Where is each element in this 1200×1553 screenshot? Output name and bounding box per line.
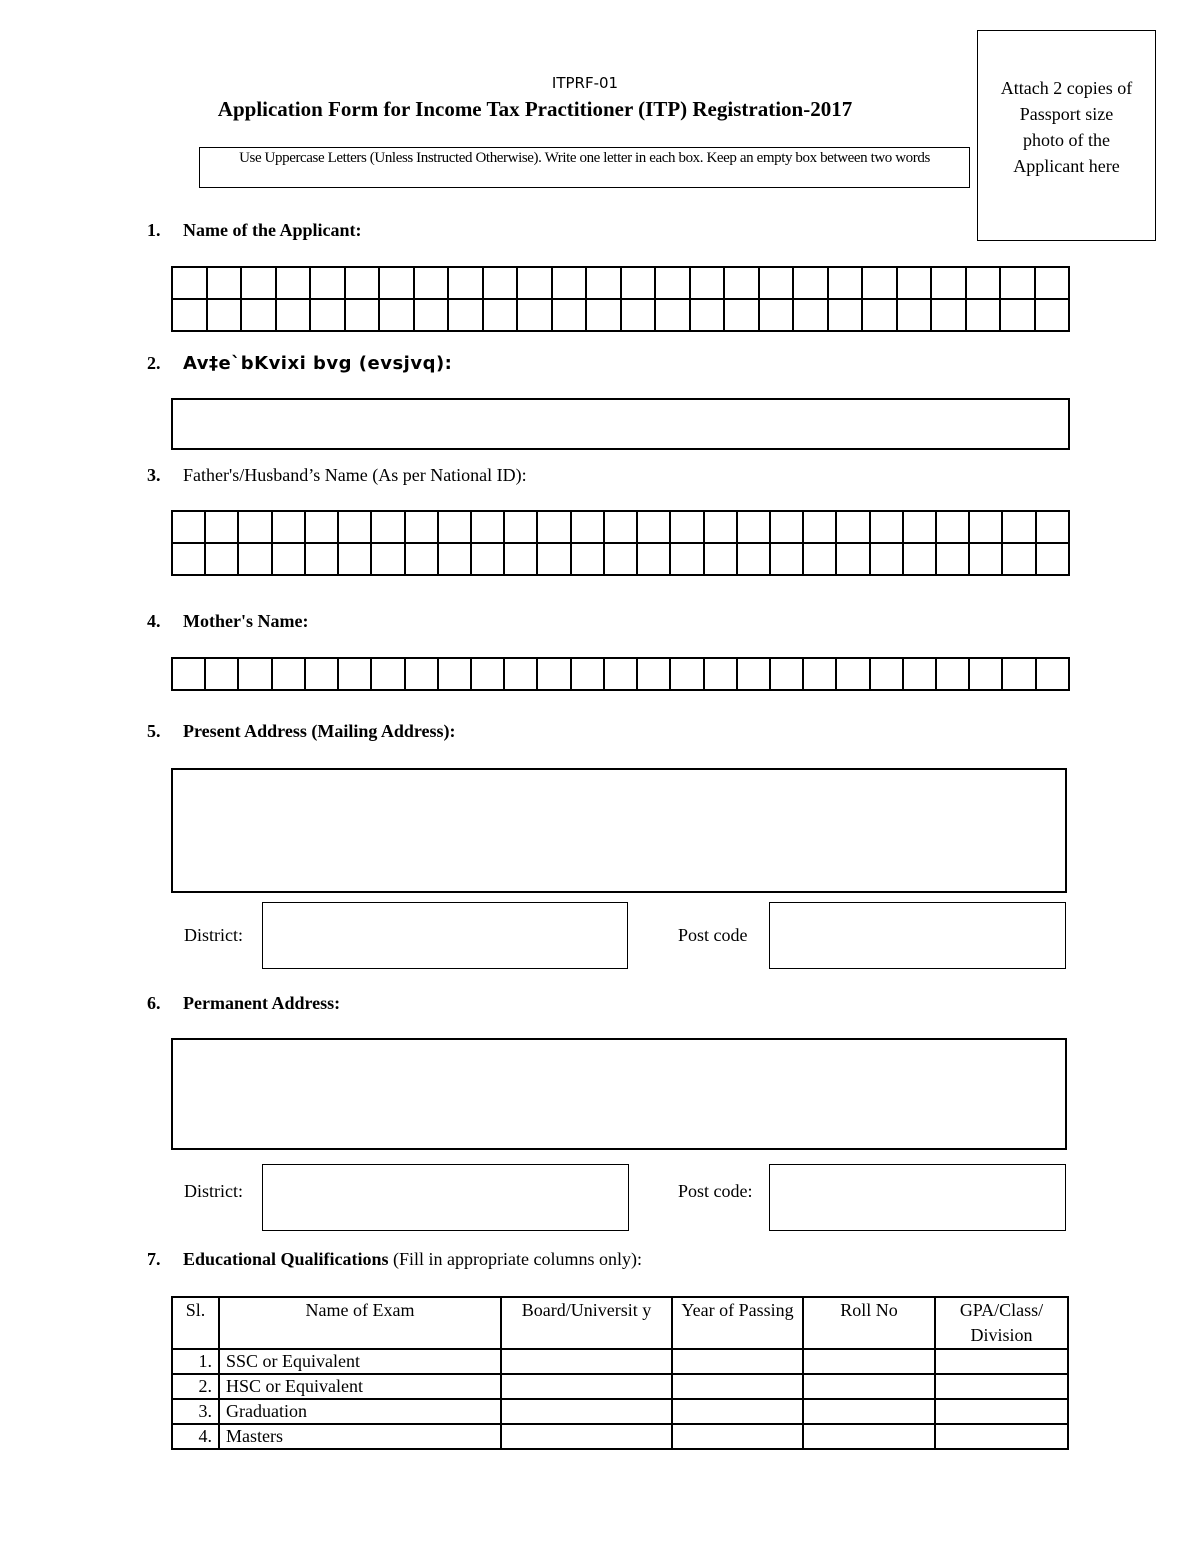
father-husband-name-grid[interactable]	[171, 510, 1070, 576]
letter-box[interactable]	[803, 511, 836, 543]
present-district-field[interactable]	[262, 902, 628, 969]
letter-box[interactable]	[931, 267, 966, 299]
letter-box[interactable]	[759, 267, 794, 299]
letter-box[interactable]	[571, 511, 604, 543]
letter-box[interactable]	[862, 267, 897, 299]
row-sl: 3.	[172, 1399, 219, 1424]
present-postcode-label: Post code	[678, 925, 748, 945]
letter-box[interactable]	[305, 658, 338, 690]
letter-box[interactable]	[1036, 511, 1069, 543]
letter-box[interactable]	[1035, 267, 1070, 299]
q6-label	[147, 993, 340, 1014]
letter-box[interactable]	[310, 267, 345, 299]
q7-label	[147, 1249, 642, 1270]
letter-box[interactable]	[759, 299, 794, 331]
year-cell[interactable]	[672, 1424, 803, 1449]
letter-box[interactable]	[1036, 658, 1069, 690]
letter-box-row	[172, 511, 1069, 543]
table-row	[172, 1424, 1068, 1449]
letter-box[interactable]	[483, 299, 518, 331]
form-title: Application Form for Income Tax Practitioner (ITP) Registration-2017	[217, 97, 853, 121]
letter-box[interactable]	[305, 511, 338, 543]
photo-line-1: Attach 2 copies of	[1000, 78, 1133, 98]
photo-line-2: Passport size	[1019, 104, 1114, 124]
header-gpa: GPA/Class/ Division	[935, 1297, 1068, 1349]
photo-attach-box	[977, 30, 1156, 241]
letter-box[interactable]	[836, 543, 869, 575]
letter-box[interactable]	[338, 543, 371, 575]
letter-box[interactable]	[571, 543, 604, 575]
q5-text: Present Address (Mailing Address):	[183, 721, 456, 741]
letter-box[interactable]	[897, 267, 932, 299]
year-cell[interactable]	[672, 1399, 803, 1424]
letter-box[interactable]	[621, 267, 656, 299]
present-address-field[interactable]	[171, 768, 1067, 893]
letter-box-row	[172, 299, 1069, 331]
letter-box[interactable]	[803, 658, 836, 690]
letter-box[interactable]	[637, 658, 670, 690]
roll-cell[interactable]	[803, 1424, 935, 1449]
letter-box[interactable]	[670, 543, 703, 575]
q1-label	[147, 220, 362, 241]
letter-box[interactable]	[604, 658, 637, 690]
q5-label	[147, 721, 456, 742]
letter-box[interactable]	[272, 658, 305, 690]
row-exam: HSC or Equivalent	[219, 1374, 501, 1399]
header-board: Board/Universit y	[501, 1297, 672, 1349]
letter-box[interactable]	[471, 511, 504, 543]
table-row	[172, 1399, 1068, 1424]
letter-box[interactable]	[936, 543, 969, 575]
header-roll: Roll No	[803, 1297, 935, 1349]
q2-text: Av‡e`bKvixi bvg (evsjvq):	[183, 353, 453, 374]
row-sl: 1.	[172, 1349, 219, 1374]
board-cell[interactable]	[501, 1374, 672, 1399]
letter-box[interactable]	[966, 267, 1001, 299]
q6-text: Permanent Address:	[183, 993, 341, 1013]
q5-number: 5.	[147, 721, 161, 741]
photo-line-4: Applicant here	[1013, 156, 1120, 176]
header-year: Year of Passing	[672, 1297, 803, 1349]
letter-box[interactable]	[172, 267, 207, 299]
q7-text: Educational Qualifications	[183, 1249, 389, 1269]
permanent-district-label: District:	[184, 1181, 243, 1201]
letter-box[interactable]	[724, 299, 759, 331]
letter-box[interactable]	[1000, 267, 1035, 299]
letter-box[interactable]	[238, 511, 271, 543]
mother-name-grid[interactable]	[171, 657, 1070, 691]
education-table	[171, 1296, 1069, 1450]
letter-box[interactable]	[438, 658, 471, 690]
board-cell[interactable]	[501, 1399, 672, 1424]
letter-box[interactable]	[704, 543, 737, 575]
letter-box[interactable]	[966, 299, 1001, 331]
letter-box[interactable]	[793, 299, 828, 331]
board-cell[interactable]	[501, 1424, 672, 1449]
q2-label	[147, 353, 452, 374]
letter-box[interactable]	[737, 543, 770, 575]
letter-box[interactable]	[1000, 299, 1035, 331]
letter-box[interactable]	[655, 267, 690, 299]
letter-box[interactable]	[604, 511, 637, 543]
letter-box[interactable]	[276, 299, 311, 331]
roll-cell[interactable]	[803, 1374, 935, 1399]
applicant-name-grid[interactable]	[171, 266, 1070, 332]
letter-box-row	[172, 543, 1069, 575]
row-sl: 4.	[172, 1424, 219, 1449]
letter-box[interactable]	[1002, 658, 1035, 690]
letter-box[interactable]	[438, 543, 471, 575]
letter-box[interactable]	[1036, 543, 1069, 575]
letter-box[interactable]	[207, 299, 242, 331]
letter-box[interactable]	[704, 658, 737, 690]
letter-box[interactable]	[471, 543, 504, 575]
letter-box[interactable]	[379, 299, 414, 331]
letter-box[interactable]	[903, 658, 936, 690]
letter-box[interactable]	[338, 511, 371, 543]
q1-text: Name of the Applicant:	[183, 220, 362, 240]
gpa-cell[interactable]	[935, 1399, 1068, 1424]
letter-box[interactable]	[903, 511, 936, 543]
letter-box[interactable]	[969, 543, 1002, 575]
letter-box[interactable]	[504, 543, 537, 575]
letter-box[interactable]	[737, 658, 770, 690]
letter-box[interactable]	[517, 267, 552, 299]
letter-box[interactable]	[1002, 543, 1035, 575]
letter-box[interactable]	[205, 658, 238, 690]
letter-box[interactable]	[172, 658, 205, 690]
letter-box[interactable]	[241, 299, 276, 331]
letter-box[interactable]	[828, 267, 863, 299]
letter-box[interactable]	[471, 658, 504, 690]
q7-number: 7.	[147, 1249, 161, 1269]
letter-box[interactable]	[1035, 299, 1070, 331]
gpa-cell[interactable]	[935, 1349, 1068, 1374]
letter-box[interactable]	[310, 299, 345, 331]
letter-box[interactable]	[371, 658, 404, 690]
letter-box[interactable]	[724, 267, 759, 299]
letter-box[interactable]	[205, 511, 238, 543]
letter-box[interactable]	[1002, 511, 1035, 543]
letter-box-row	[172, 658, 1069, 690]
letter-box[interactable]	[770, 658, 803, 690]
letter-box[interactable]	[172, 511, 205, 543]
letter-box[interactable]	[552, 267, 587, 299]
roll-cell[interactable]	[803, 1349, 935, 1374]
roll-cell[interactable]	[803, 1399, 935, 1424]
q4-text: Mother's Name:	[183, 611, 309, 631]
letter-box[interactable]	[828, 299, 863, 331]
letter-box[interactable]	[371, 511, 404, 543]
letter-box[interactable]	[690, 267, 725, 299]
letter-box[interactable]	[405, 511, 438, 543]
letter-box[interactable]	[276, 267, 311, 299]
letter-box[interactable]	[241, 267, 276, 299]
permanent-district-field[interactable]	[262, 1164, 629, 1231]
letter-box[interactable]	[504, 658, 537, 690]
letter-box[interactable]	[379, 267, 414, 299]
letter-box[interactable]	[604, 543, 637, 575]
letter-box[interactable]	[345, 267, 380, 299]
letter-box[interactable]	[552, 299, 587, 331]
letter-box-row	[172, 267, 1069, 299]
present-district-label: District:	[184, 925, 243, 945]
letter-box[interactable]	[537, 543, 570, 575]
header-exam: Name of Exam	[219, 1297, 501, 1349]
table-row	[172, 1349, 1068, 1374]
applicant-name-bangla-field[interactable]	[171, 398, 1070, 450]
letter-box[interactable]	[448, 299, 483, 331]
letter-box[interactable]	[172, 299, 207, 331]
letter-box[interactable]	[836, 658, 869, 690]
form-code: ITPRF-01	[551, 74, 619, 92]
table-row	[172, 1374, 1068, 1399]
letter-box[interactable]	[737, 511, 770, 543]
letter-box[interactable]	[836, 511, 869, 543]
row-exam: SSC or Equivalent	[219, 1349, 501, 1374]
q4-number: 4.	[147, 611, 161, 631]
letter-box[interactable]	[448, 267, 483, 299]
letter-box[interactable]	[272, 511, 305, 543]
year-cell[interactable]	[672, 1349, 803, 1374]
present-postcode-field[interactable]	[769, 902, 1066, 969]
letter-box[interactable]	[504, 511, 537, 543]
letter-box[interactable]	[936, 658, 969, 690]
instruction-box: Use Uppercase Letters (Unless Instructed Otherwise). Write one letter in each box. Keep an empty box between two words	[199, 147, 970, 188]
letter-box[interactable]	[803, 543, 836, 575]
permanent-postcode-field[interactable]	[769, 1164, 1066, 1231]
letter-box[interactable]	[870, 511, 903, 543]
letter-box[interactable]	[238, 543, 271, 575]
letter-box[interactable]	[414, 299, 449, 331]
letter-box[interactable]	[969, 511, 1002, 543]
photo-line-3: photo of the	[1023, 130, 1110, 150]
education-header-row	[172, 1297, 1068, 1349]
letter-box[interactable]	[405, 658, 438, 690]
row-exam: Graduation	[219, 1399, 501, 1424]
letter-box[interactable]	[586, 299, 621, 331]
letter-box[interactable]	[621, 299, 656, 331]
row-sl: 2.	[172, 1374, 219, 1399]
q6-number: 6.	[147, 993, 161, 1013]
gpa-cell[interactable]	[935, 1424, 1068, 1449]
permanent-address-field[interactable]	[171, 1038, 1067, 1150]
letter-box[interactable]	[670, 658, 703, 690]
letter-box[interactable]	[207, 267, 242, 299]
letter-box[interactable]	[517, 299, 552, 331]
letter-box[interactable]	[405, 543, 438, 575]
letter-box[interactable]	[537, 658, 570, 690]
letter-box[interactable]	[770, 543, 803, 575]
letter-box[interactable]	[371, 543, 404, 575]
year-cell[interactable]	[672, 1374, 803, 1399]
permanent-postcode-label: Post code:	[678, 1181, 753, 1201]
board-cell[interactable]	[501, 1349, 672, 1374]
letter-box[interactable]	[903, 543, 936, 575]
letter-box[interactable]	[586, 267, 621, 299]
letter-box[interactable]	[537, 511, 570, 543]
letter-box[interactable]	[238, 658, 271, 690]
letter-box[interactable]	[438, 511, 471, 543]
letter-box[interactable]	[205, 543, 238, 575]
letter-box[interactable]	[870, 658, 903, 690]
letter-box[interactable]	[969, 658, 1002, 690]
q1-number: 1.	[147, 220, 161, 240]
letter-box[interactable]	[637, 511, 670, 543]
letter-box[interactable]	[793, 267, 828, 299]
letter-box[interactable]	[637, 543, 670, 575]
letter-box[interactable]	[345, 299, 380, 331]
header-sl: Sl.	[172, 1297, 219, 1349]
letter-box[interactable]	[172, 543, 205, 575]
letter-box[interactable]	[655, 299, 690, 331]
letter-box[interactable]	[931, 299, 966, 331]
q3-number: 3.	[147, 465, 161, 485]
letter-box[interactable]	[272, 543, 305, 575]
row-exam: Masters	[219, 1424, 501, 1449]
q3-text: Father's/Husband’s Name (As per National ID):	[183, 465, 527, 485]
letter-box[interactable]	[704, 511, 737, 543]
letter-box[interactable]	[897, 299, 932, 331]
letter-box[interactable]	[770, 511, 803, 543]
letter-box[interactable]	[670, 511, 703, 543]
letter-box[interactable]	[870, 543, 903, 575]
q2-number: 2.	[147, 353, 161, 373]
q7-note: (Fill in appropriate columns only):	[388, 1249, 643, 1269]
letter-box[interactable]	[936, 511, 969, 543]
q4-label	[147, 611, 308, 632]
letter-box[interactable]	[305, 543, 338, 575]
letter-box[interactable]	[862, 299, 897, 331]
gpa-cell[interactable]	[935, 1374, 1068, 1399]
letter-box[interactable]	[483, 267, 518, 299]
letter-box[interactable]	[414, 267, 449, 299]
letter-box[interactable]	[338, 658, 371, 690]
letter-box[interactable]	[571, 658, 604, 690]
letter-box[interactable]	[690, 299, 725, 331]
q3-label	[147, 465, 527, 486]
